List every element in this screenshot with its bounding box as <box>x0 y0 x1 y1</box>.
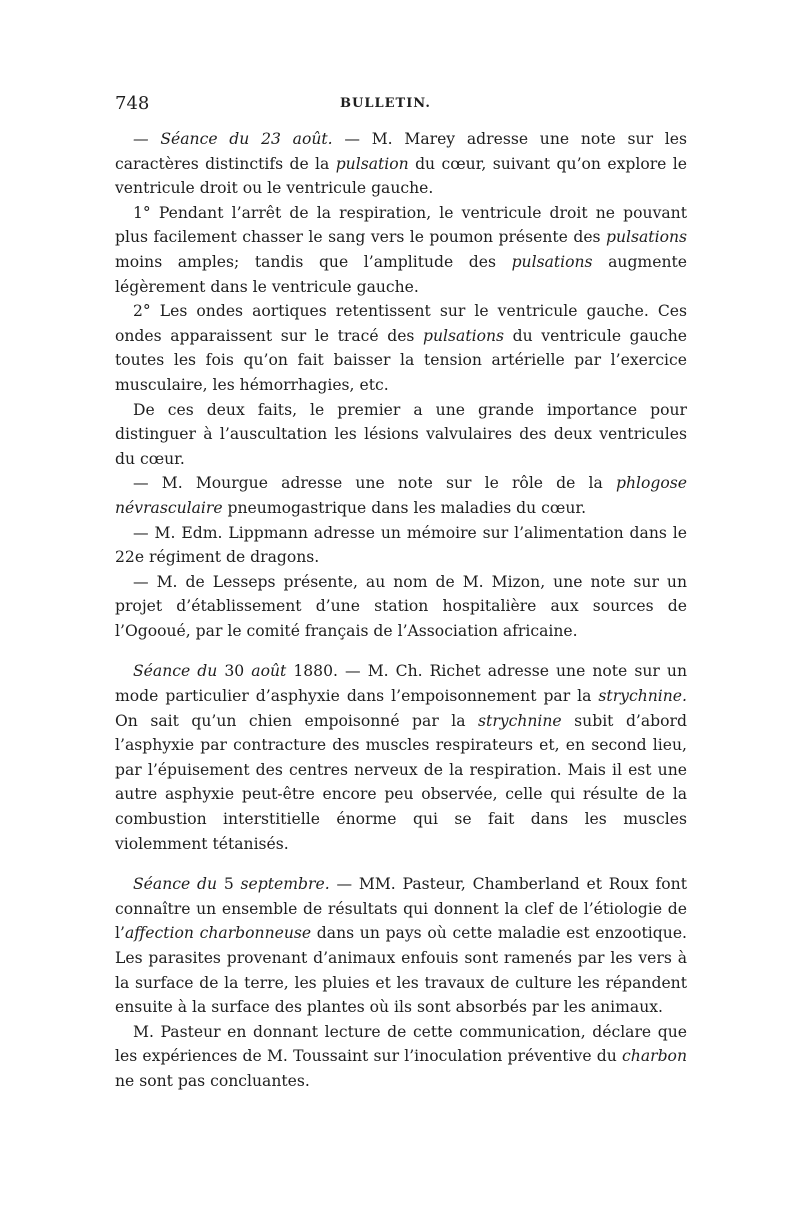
italic-text: pulsations <box>606 228 687 247</box>
text-run: — M. Marey adresse une note sur les caractères distinctifs de la <box>115 130 687 173</box>
paragraph <box>115 299 687 397</box>
text-run: du cœur, suivant qu’on explore le ventricule droit ou le ventricule gauche. <box>115 154 687 198</box>
text-run: — M. Mourgue adresse une note sur le rôle de la <box>133 474 616 493</box>
paragraph <box>115 398 687 472</box>
text-run: On sait qu’un chien empoisonné par la <box>115 711 479 730</box>
italic-text: pulsation <box>335 154 409 173</box>
page-header <box>115 93 687 127</box>
italic-text: Séance du <box>133 662 218 681</box>
paragraph <box>115 659 687 856</box>
italic-text: charbon <box>622 1047 687 1066</box>
text-run: 1880. — M. Ch. Richet adresse une note sur un mode particulier d’asphyxie dans l’empoisonnement par la <box>115 662 687 706</box>
text-run: — M. de Lesseps présente, au nom de M. Mizon, une note sur un projet d’établissement d’une station hospitalière aux sources de l’Ogooué, par le comité français de l’Association africaine. <box>115 572 687 640</box>
text-run: De ces deux faits, le premier a une grande importance pour distinguer à l’auscultation les lésions valvulaires des deux ventricules du cœur. <box>115 400 687 468</box>
text-run: pneumogastrique dans les maladies du cœur. <box>222 498 587 517</box>
body-text <box>115 127 687 1094</box>
text-run: — M. Edm. Lippmann adresse un mémoire sur l’alimentation dans le 22e régiment de dragons. <box>115 523 687 567</box>
text-run: 30 <box>217 662 252 681</box>
paragraph <box>115 1020 687 1094</box>
italic-text: août <box>251 662 287 681</box>
document-page <box>115 93 687 1094</box>
italic-text: pulsations <box>511 252 593 271</box>
italic-text: septembre. <box>240 875 330 894</box>
paragraph <box>115 872 687 1020</box>
paragraph <box>115 471 687 520</box>
text-run: ne sont pas concluantes. <box>115 1071 310 1090</box>
italic-text: strychnine. <box>598 687 687 706</box>
italic-text: phlogose névrasculaire <box>115 474 687 517</box>
text-run: subit d’abord l’asphyxie par contracture des muscles respirateurs et, en second lieu, par l’épuisement des centres nerveux de la respiration. Mais il est une autre asphyxie peut-être encore peu observée, celle qui résulte de la combustion interstitielle énorme qui se fait dans les muscles violemment tétanisés. <box>115 711 687 853</box>
text-run: dans un pays où cette maladie est enzootique. Les parasites provenant d’animaux enfouis sont ramenés par les vers à la surface de la terre, les pluies et les travaux de culture les répandent ensuite à la surface des plantes où ils sont absorbés par les animaux. <box>115 924 688 1017</box>
text-run: augmente légèrement dans le ventricule gauche. <box>115 252 687 296</box>
text-run: 1° Pendant l’arrêt de la respiration, le ventricule droit ne pouvant plus facilement chasser le sang vers le poumon présente des <box>115 203 687 247</box>
session-date: — Séance du 23 août. <box>133 130 333 148</box>
text-run: moins amples; tandis que l’amplitude des <box>115 252 512 271</box>
italic-text: strychnine <box>478 711 562 730</box>
text-run: — MM. Pasteur, Chamberland et Roux font connaître un ensemble de résultats qui donnent la clef de l’étiologie de l’ <box>115 875 687 943</box>
italic-text: affection charbonneuse <box>124 924 312 943</box>
paragraph <box>115 127 687 201</box>
text-run: 2° Les ondes aortiques retentissent sur le ventricule gauche. Ces ondes apparaissent sur le tracé des <box>115 302 687 345</box>
text-run: M. Pasteur en donnant lecture de cette communication, déclare que les expériences de M. Toussaint sur l’inoculation préventive du <box>115 1022 687 1066</box>
paragraph <box>115 521 687 570</box>
text-run: 5 <box>217 875 241 894</box>
italic-text: pulsations <box>423 326 505 345</box>
paragraph <box>115 201 687 299</box>
running-title: BULLETIN. <box>340 96 431 111</box>
italic-text: Séance du <box>133 875 218 894</box>
paragraph <box>115 570 687 644</box>
page-number: 748 <box>115 93 150 114</box>
text-run: du ventricule gauche toutes les fois qu’on fait baisser la tension artérielle par l’exercice musculaire, les hémorrhagies, etc. <box>115 326 687 394</box>
